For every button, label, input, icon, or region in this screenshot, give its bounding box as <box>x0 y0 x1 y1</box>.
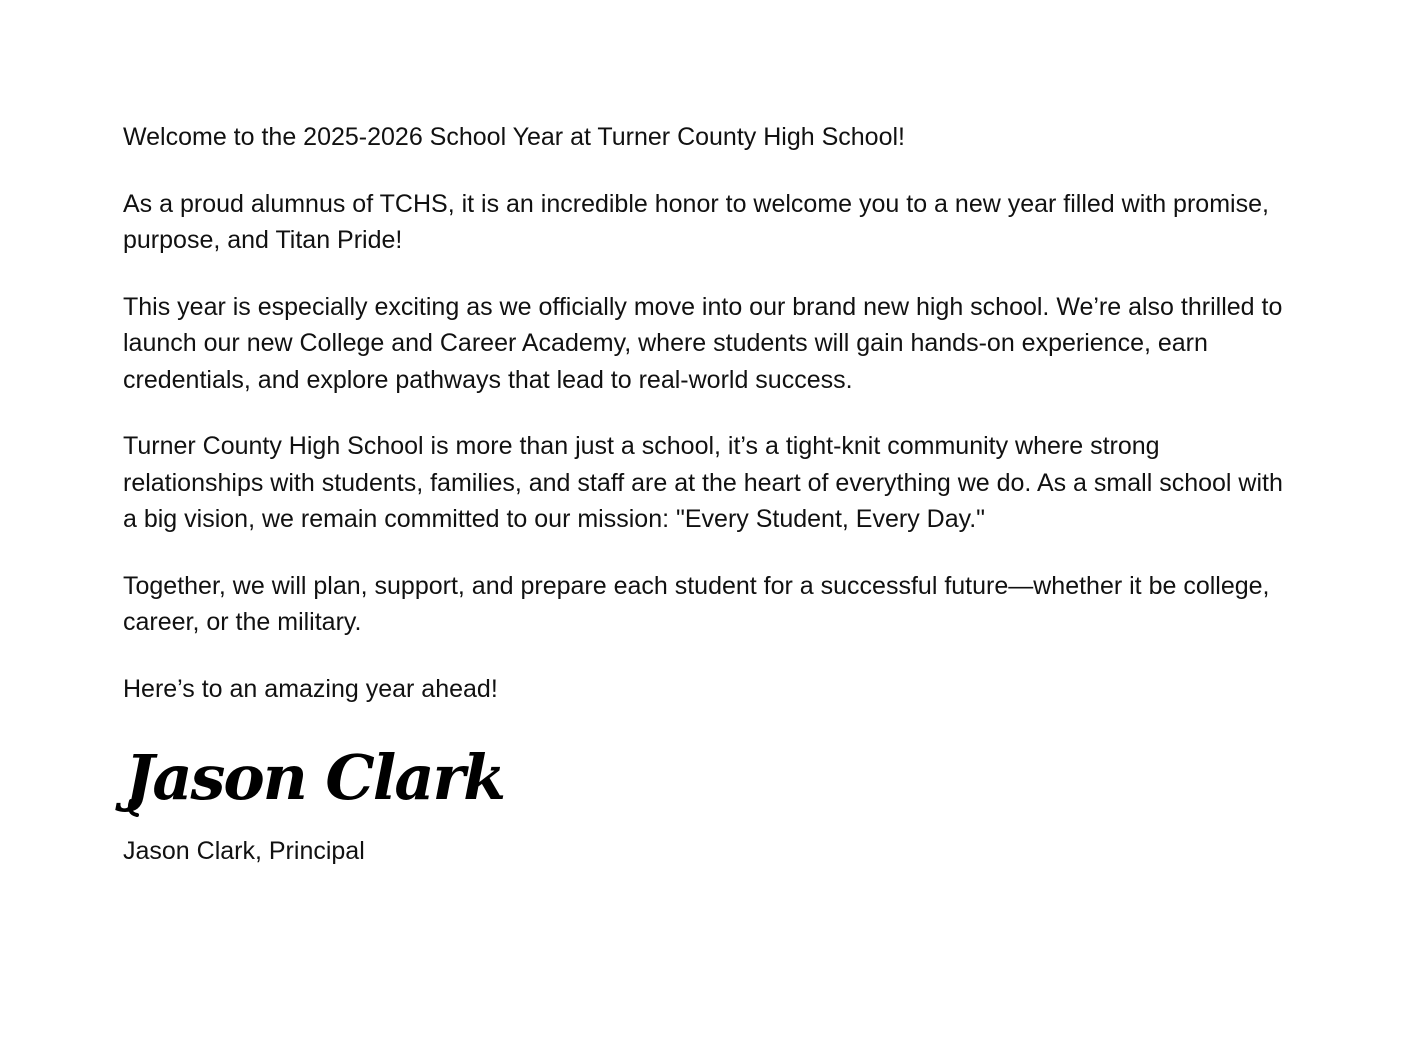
letter-paragraph-3: Turner County High School is more than just a school, it’s a tight-knit community where strong relationships with students, families, and staff are at the heart of everything we do. As a small school with a big vision, we remain committed to our mission: "Every Student, Every Day." <box>123 432 1283 533</box>
signature-image <box>123 739 1293 825</box>
signature-graphic <box>123 739 505 825</box>
letter-closing: Here’s to an amazing year ahead! <box>123 674 498 703</box>
principal-name: Jason Clark, Principal <box>123 837 365 865</box>
letter-paragraph-1: As a proud alumnus of TCHS, it is an incredible honor to welcome you to a new year filled with promise, purpose, and Titan Pride! <box>123 189 1269 254</box>
welcome-letter <box>123 119 1293 900</box>
letter-paragraph-2: This year is especially exciting as we officially move into our brand new high school. We’re also thrilled to launch our new College and Career Academy, where students will gain hands-on experience, earn credentials, and explore pathways that lead to real-world success. <box>123 292 1283 394</box>
letter-paragraph-4: Together, we will plan, support, and prepare each student for a successful future—whether it be college, career, or the military. <box>123 571 1270 636</box>
letter-greeting: Welcome to the 2025-2026 School Year at Turner County High School! <box>123 123 905 151</box>
signature-text: Jason Clark <box>125 741 505 814</box>
